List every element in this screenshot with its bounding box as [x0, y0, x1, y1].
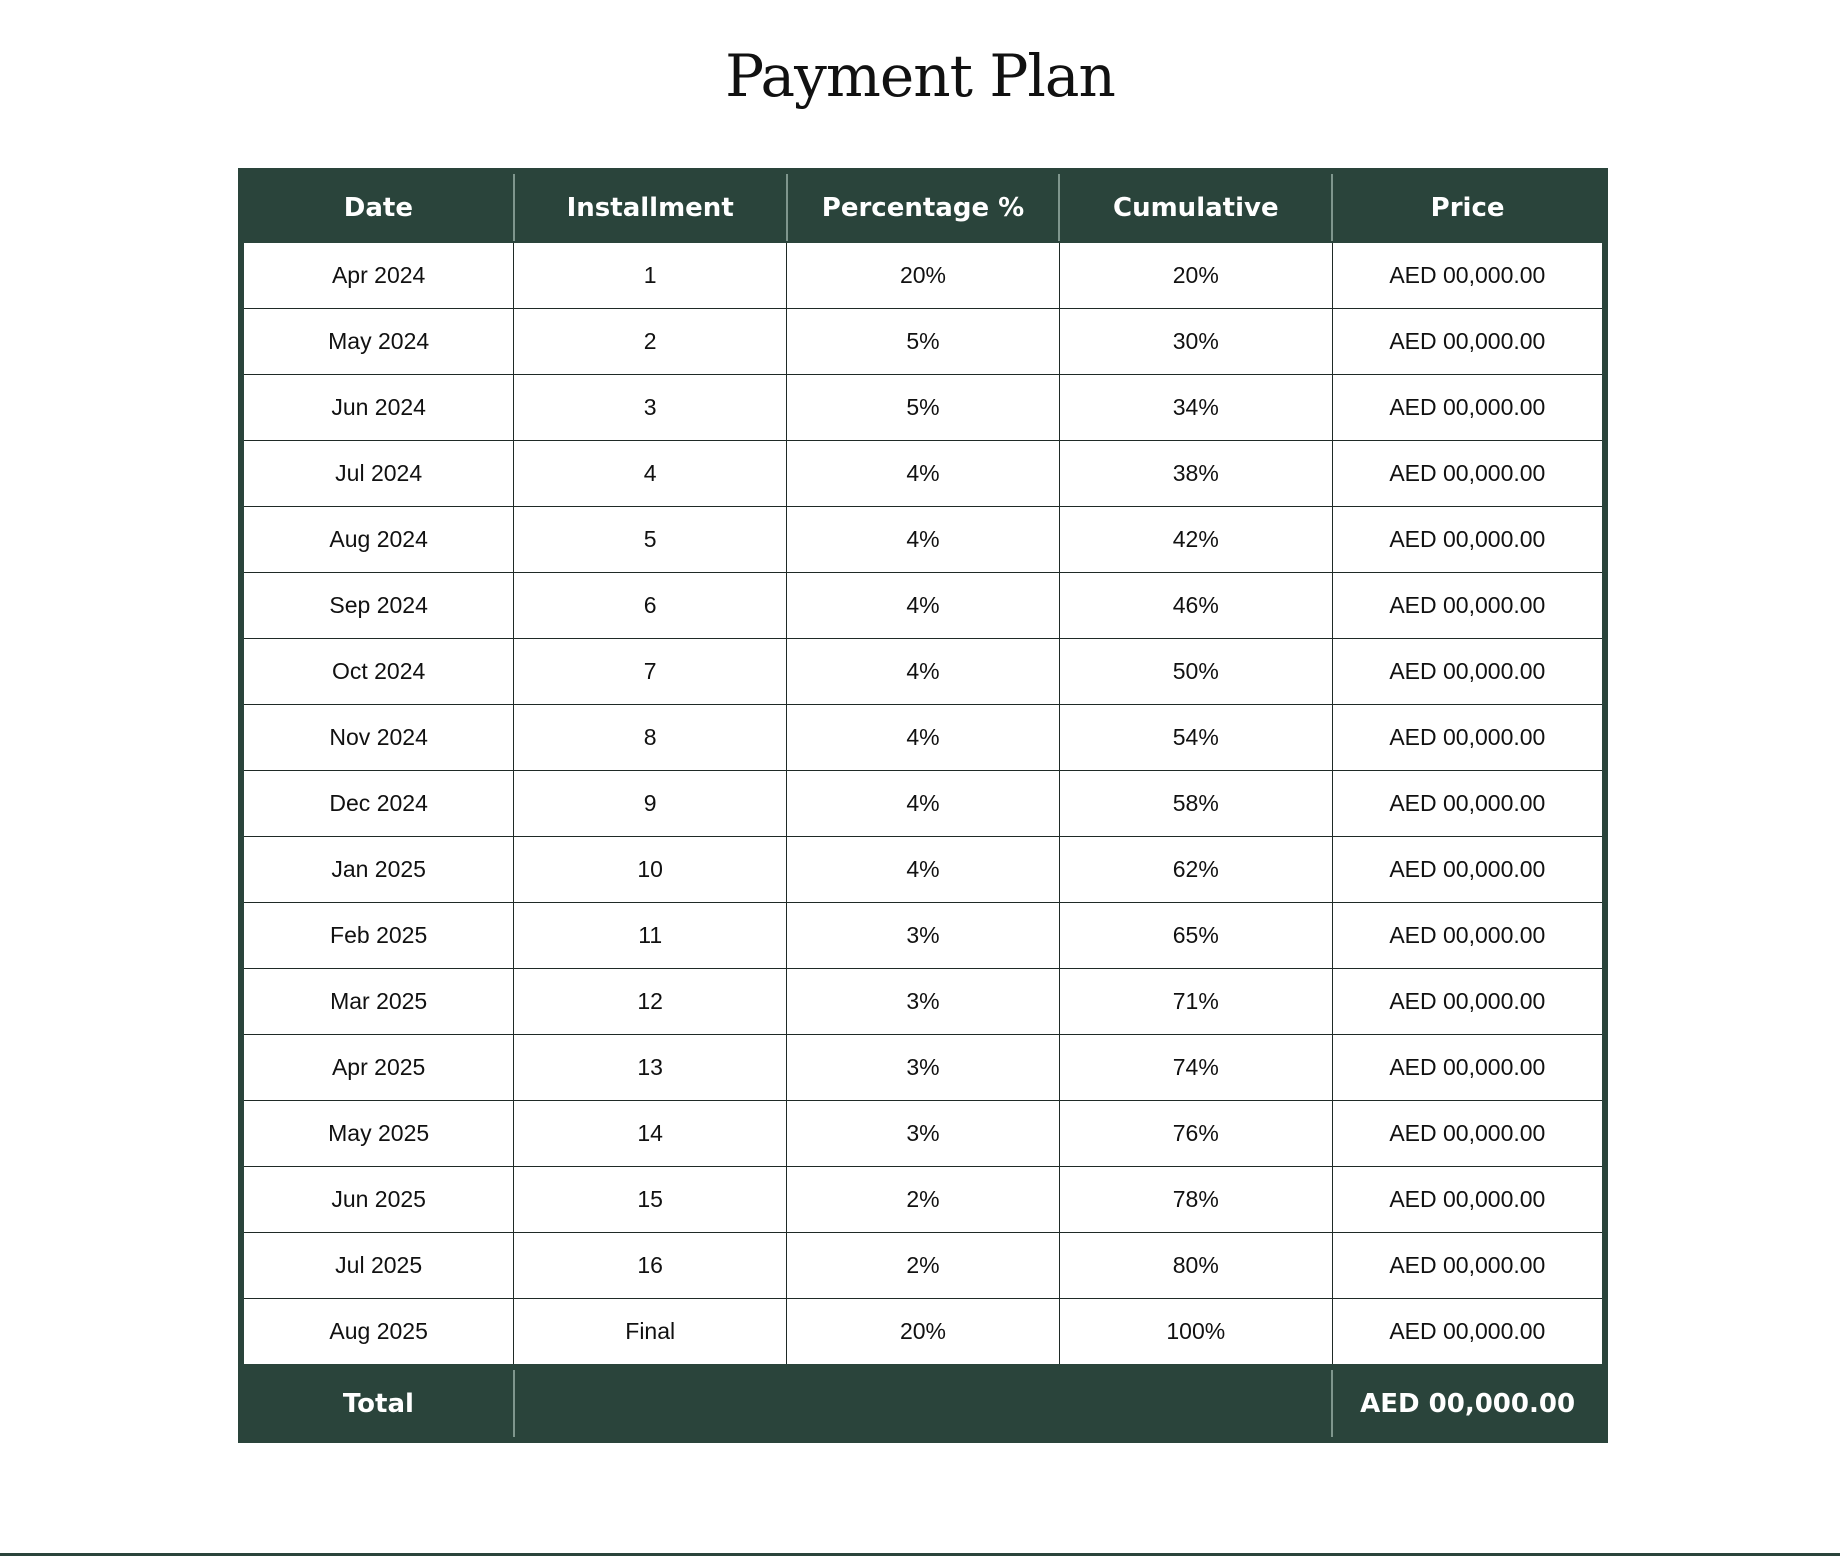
installment-cell: 5 — [514, 507, 787, 573]
cumulative-cell: 100% — [1059, 1299, 1332, 1368]
table-row — [241, 441, 1605, 507]
total-spacer — [514, 1367, 1332, 1440]
page-title: Payment Plan — [725, 42, 1115, 110]
cumulative-cell: 38% — [1059, 441, 1332, 507]
price-cell: AED 00,000.00 — [1332, 969, 1605, 1035]
installment-cell: 12 — [514, 969, 787, 1035]
date-cell: May 2025 — [241, 1101, 514, 1167]
table-header — [241, 171, 1605, 242]
installment-cell: 16 — [514, 1233, 787, 1299]
installment-cell: 3 — [514, 375, 787, 441]
cumulative-cell: 54% — [1059, 705, 1332, 771]
price-cell: AED 00,000.00 — [1332, 1167, 1605, 1233]
table-footer — [241, 1367, 1605, 1440]
header-price: Price — [1332, 171, 1605, 242]
date-cell: Aug 2024 — [241, 507, 514, 573]
percentage-cell: 4% — [787, 771, 1060, 837]
date-cell: Nov 2024 — [241, 705, 514, 771]
percentage-cell: 3% — [787, 1035, 1060, 1101]
date-cell: Jul 2024 — [241, 441, 514, 507]
payment-plan-table — [238, 168, 1608, 1443]
percentage-cell: 4% — [787, 573, 1060, 639]
installment-cell: 1 — [514, 242, 787, 309]
table-row — [241, 903, 1605, 969]
cumulative-cell: 71% — [1059, 969, 1332, 1035]
cumulative-cell: 65% — [1059, 903, 1332, 969]
cumulative-cell: 58% — [1059, 771, 1332, 837]
table-body — [241, 242, 1605, 1367]
table-row — [241, 705, 1605, 771]
date-cell: Mar 2025 — [241, 969, 514, 1035]
table-row — [241, 507, 1605, 573]
header-cumulative: Cumulative — [1059, 171, 1332, 242]
percentage-cell: 2% — [787, 1167, 1060, 1233]
date-cell: Sep 2024 — [241, 573, 514, 639]
table-row — [241, 1035, 1605, 1101]
table-row — [241, 837, 1605, 903]
price-cell: AED 00,000.00 — [1332, 507, 1605, 573]
cumulative-cell: 76% — [1059, 1101, 1332, 1167]
percentage-cell: 4% — [787, 441, 1060, 507]
installment-cell: Final — [514, 1299, 787, 1368]
table-row — [241, 375, 1605, 441]
table-row — [241, 242, 1605, 309]
installment-cell: 14 — [514, 1101, 787, 1167]
price-cell: AED 00,000.00 — [1332, 573, 1605, 639]
installment-cell: 15 — [514, 1167, 787, 1233]
table-row — [241, 969, 1605, 1035]
installment-cell: 7 — [514, 639, 787, 705]
installment-cell: 11 — [514, 903, 787, 969]
price-cell: AED 00,000.00 — [1332, 837, 1605, 903]
price-cell: AED 00,000.00 — [1332, 771, 1605, 837]
table-row — [241, 639, 1605, 705]
total-row — [241, 1367, 1605, 1440]
table-row — [241, 771, 1605, 837]
table-row — [241, 309, 1605, 375]
table-row — [241, 1167, 1605, 1233]
percentage-cell: 4% — [787, 507, 1060, 573]
percentage-cell: 20% — [787, 1299, 1060, 1368]
installment-cell: 10 — [514, 837, 787, 903]
installment-cell: 9 — [514, 771, 787, 837]
installment-cell: 8 — [514, 705, 787, 771]
cumulative-cell: 34% — [1059, 375, 1332, 441]
cumulative-cell: 74% — [1059, 1035, 1332, 1101]
total-label: Total — [241, 1367, 514, 1440]
payment-plan-table-container — [238, 168, 1608, 1443]
header-percentage: Percentage % — [787, 171, 1060, 242]
date-cell: Aug 2025 — [241, 1299, 514, 1368]
date-cell: Jun 2025 — [241, 1167, 514, 1233]
date-cell: Apr 2024 — [241, 242, 514, 309]
percentage-cell: 3% — [787, 903, 1060, 969]
table-row — [241, 1101, 1605, 1167]
percentage-cell: 3% — [787, 1101, 1060, 1167]
price-cell: AED 00,000.00 — [1332, 242, 1605, 309]
percentage-cell: 4% — [787, 705, 1060, 771]
price-cell: AED 00,000.00 — [1332, 639, 1605, 705]
price-cell: AED 00,000.00 — [1332, 375, 1605, 441]
percentage-cell: 4% — [787, 639, 1060, 705]
price-cell: AED 00,000.00 — [1332, 1299, 1605, 1368]
table-row — [241, 1233, 1605, 1299]
date-cell: Jun 2024 — [241, 375, 514, 441]
percentage-cell: 3% — [787, 969, 1060, 1035]
header-date: Date — [241, 171, 514, 242]
cumulative-cell: 62% — [1059, 837, 1332, 903]
installment-cell: 6 — [514, 573, 787, 639]
price-cell: AED 00,000.00 — [1332, 441, 1605, 507]
header-row — [241, 171, 1605, 242]
date-cell: May 2024 — [241, 309, 514, 375]
date-cell: Jul 2025 — [241, 1233, 514, 1299]
price-cell: AED 00,000.00 — [1332, 1035, 1605, 1101]
date-cell: Feb 2025 — [241, 903, 514, 969]
percentage-cell: 4% — [787, 837, 1060, 903]
price-cell: AED 00,000.00 — [1332, 1101, 1605, 1167]
cumulative-cell: 50% — [1059, 639, 1332, 705]
percentage-cell: 5% — [787, 375, 1060, 441]
total-price: AED 00,000.00 — [1332, 1367, 1605, 1440]
price-cell: AED 00,000.00 — [1332, 1233, 1605, 1299]
percentage-cell: 2% — [787, 1233, 1060, 1299]
table-row — [241, 1299, 1605, 1368]
percentage-cell: 20% — [787, 242, 1060, 309]
cumulative-cell: 42% — [1059, 507, 1332, 573]
percentage-cell: 5% — [787, 309, 1060, 375]
table-row — [241, 573, 1605, 639]
date-cell: Apr 2025 — [241, 1035, 514, 1101]
installment-cell: 2 — [514, 309, 787, 375]
price-cell: AED 00,000.00 — [1332, 309, 1605, 375]
cumulative-cell: 80% — [1059, 1233, 1332, 1299]
cumulative-cell: 46% — [1059, 573, 1332, 639]
installment-cell: 4 — [514, 441, 787, 507]
date-cell: Oct 2024 — [241, 639, 514, 705]
installment-cell: 13 — [514, 1035, 787, 1101]
cumulative-cell: 78% — [1059, 1167, 1332, 1233]
cumulative-cell: 20% — [1059, 242, 1332, 309]
header-installment: Installment — [514, 171, 787, 242]
price-cell: AED 00,000.00 — [1332, 705, 1605, 771]
cumulative-cell: 30% — [1059, 309, 1332, 375]
date-cell: Jan 2025 — [241, 837, 514, 903]
date-cell: Dec 2024 — [241, 771, 514, 837]
price-cell: AED 00,000.00 — [1332, 903, 1605, 969]
